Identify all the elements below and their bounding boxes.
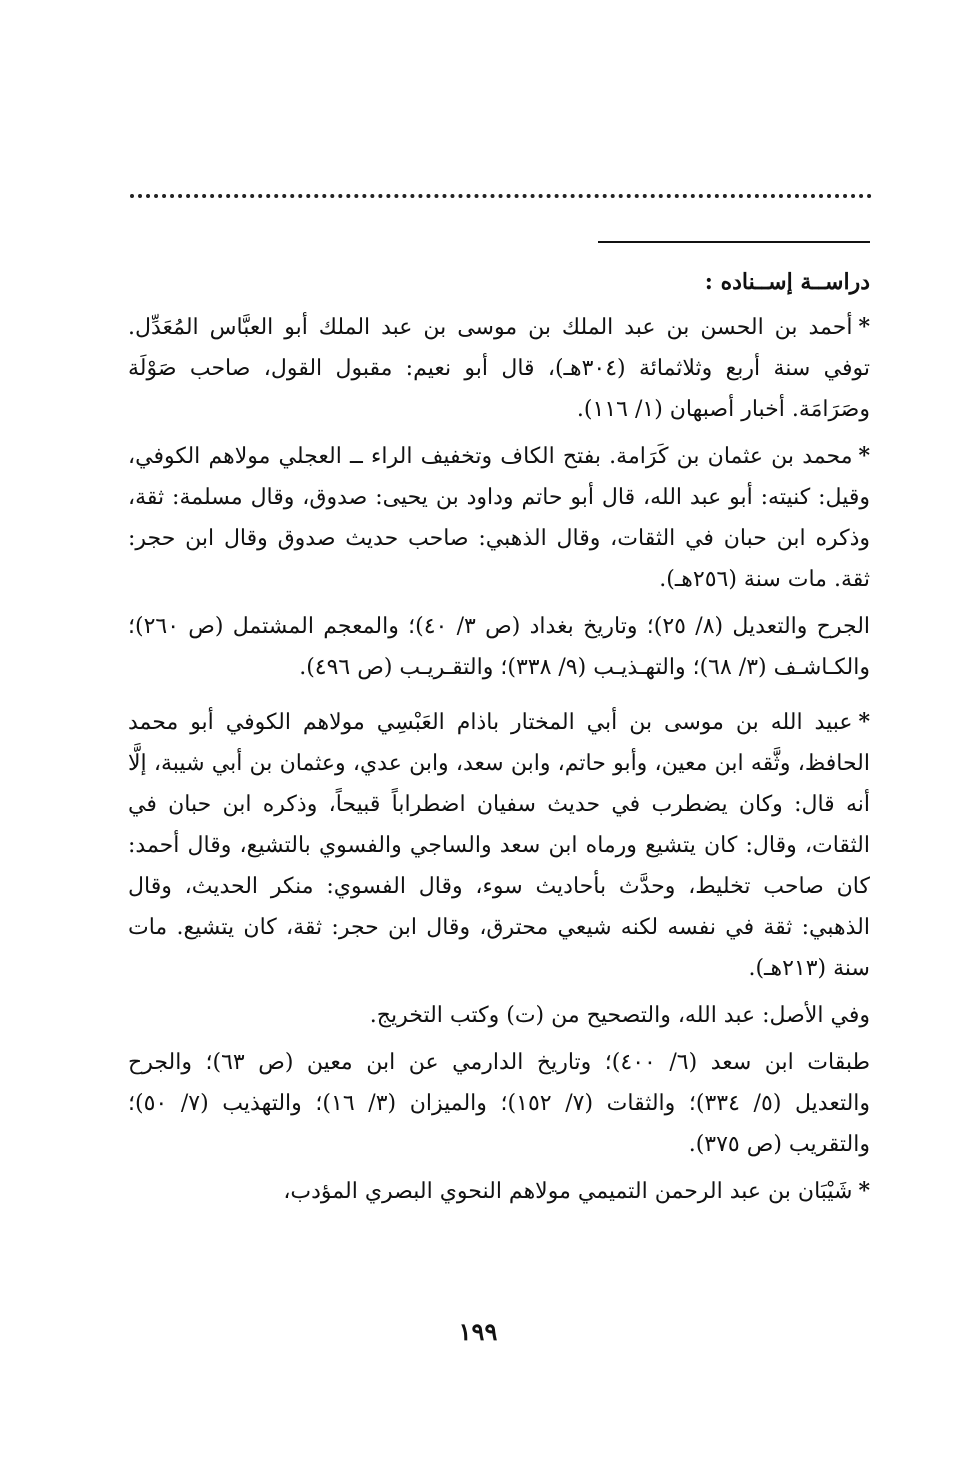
narrator-entry-shayban xyxy=(128,1171,870,1212)
dotted-separator xyxy=(130,194,872,198)
entry-text: محمد بن عثمان بن كَرَامة. بفتح الكاف وتخفيف الراء ــ العجلي مولاهم الكوفي، وقيل: كنيته: أبو عبد الله، قال أبو حاتم وداود بن يحيى: صدوق، وقال مسلمة: ثقة، وذكره ابن حبان في الثقات، وقال الذهبي: صاحب حديث صدوق وقال ابن حجر: ثقة. مات سنة (٢٥٦هـ). xyxy=(128,444,870,592)
entry-marker: * xyxy=(858,443,870,469)
textual-note xyxy=(128,995,870,1036)
entry-marker: * xyxy=(858,709,870,735)
narrator-entry-muhammad xyxy=(128,436,870,600)
page-body xyxy=(128,262,870,1218)
references-muhammad xyxy=(128,606,870,688)
note-text: وفي الأصل: عبد الله، والتصحيح من (ت) وكتب التخريج. xyxy=(369,1003,870,1028)
section-heading: دراســة إســناده : xyxy=(704,269,870,295)
references-text: طبقات ابن سعد (٦/ ٤٠٠)؛ وتاريخ الدارمي عن ابن معين (ص ٦٣)؛ والجرح والتعديل (٥/ ٣٣٤)؛ والثقات (٧/ ١٥٢)؛ والميزان (٣/ ١٦)؛ والتهذيب (٧/ ٥٠)؛ والتقريب (ص ٣٧٥). xyxy=(128,1050,871,1157)
page-number: ١٩٩ xyxy=(458,1317,498,1346)
entry-text: أحمد بن الحسن بن عبد الملك بن موسى بن عبد الملك أبو العبَّاس المُعَدِّل. توفي سنة أربع وثلاثمائة (٣٠٤هـ)، قال أبو نعيم: مقبول القول، صاحب صَوْلَة وصَرَامَة. أخبار أصبهان (١/ ١١٦). xyxy=(128,315,871,422)
references-text: الجرح والتعديل (٨/ ٢٥)؛ وتاريخ بغداد (ص ٣/ ٤٠)؛ والمعجم المشتمل (ص ٢٦٠)؛ والكـاشـف (٣/ ٦٨)؛ والتهـذيـب (٩/ ٣٣٨)؛ والتقـريـب (ص ٤٩٦). xyxy=(128,614,871,680)
entry-text: عبيد الله بن موسى بن أبي المختار باذام العَبْسِي مولاهم الكوفي أبو محمد الحافظ، وثَّقه ابن معين، وأبو حاتم، وابن سعد، وابن عدي، وعثمان بن أبي شيبة، إلَّا أنه قال: وكان يضطرب في حديث سفيان اضطراباً قبيحاً، وذكره ابن حبان في الثقات، وقال: كان يتشيع ورماه ابن سعد والساجي والفسوي بالتشيع، وقال أحمد: كان صاحب تخليط، وحدَّث بأحاديث سوء، وقال الفسوي: منكر الحديث، وقال الذهبي: ثقة في نفسه لكنه شيعي محترق، وقال ابن حجر: ثقة، كان يتشيع. مات سنة (٢١٣هـ). xyxy=(128,710,870,981)
entry-marker: * xyxy=(858,314,870,340)
references-ubaidullah xyxy=(128,1042,870,1165)
entry-marker: * xyxy=(858,1178,870,1204)
entry-text: شَيْبَان بن عبد الرحمن التميمي مولاهم النحوي البصري المؤدب، xyxy=(283,1179,853,1204)
narrator-entry-ahmad xyxy=(128,307,870,430)
narrator-entry-ubaidullah xyxy=(128,702,870,989)
footnote-rule xyxy=(598,241,870,243)
